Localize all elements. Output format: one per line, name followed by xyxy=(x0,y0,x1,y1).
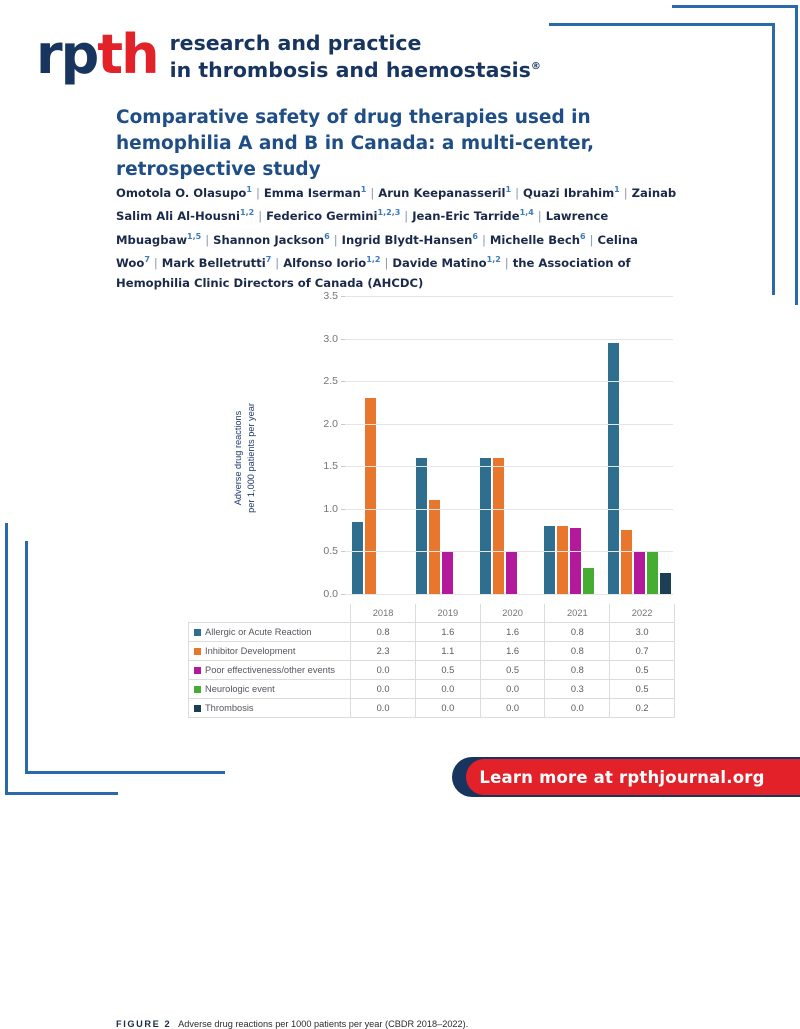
chart-y-tick-mark xyxy=(341,551,345,552)
registered-mark-icon: ® xyxy=(530,61,541,72)
logo-tagline-line1: research and practice xyxy=(169,31,422,55)
table-row xyxy=(189,680,675,699)
author-name: Shannon Jackson xyxy=(213,232,325,247)
chart-bar xyxy=(557,526,568,594)
chart-y-tick-mark xyxy=(341,509,345,510)
author-name: Alfonso Iorio xyxy=(283,255,367,270)
chart-bar xyxy=(416,458,427,594)
author-separator: | xyxy=(255,185,260,200)
corner-bracket-top-right-outer-horizontal xyxy=(672,5,798,8)
table-cell-value: 0.8 xyxy=(545,642,610,661)
chart-y-tick-label: 1.5 xyxy=(323,460,338,473)
author-affiliation-superscript: 7 xyxy=(265,255,272,265)
author-entry xyxy=(412,209,534,223)
table-cell-value: 1.1 xyxy=(415,642,480,661)
table-cell-value: 0.0 xyxy=(351,661,416,680)
author-affiliation-superscript: 1,2 xyxy=(486,255,501,265)
author-list xyxy=(116,180,696,294)
table-cell-value: 0.5 xyxy=(415,661,480,680)
author-separator: | xyxy=(205,232,210,247)
chart-y-tick-mark xyxy=(341,339,345,340)
table-row xyxy=(189,642,675,661)
chart-bar xyxy=(429,500,440,594)
author-entry xyxy=(266,209,400,223)
table-row xyxy=(189,661,675,680)
chart-bars-layer xyxy=(345,296,673,594)
chart-bar-group xyxy=(473,296,537,594)
author-separator: | xyxy=(258,209,263,224)
author-separator: | xyxy=(370,185,375,200)
learn-more-banner[interactable] xyxy=(452,757,800,797)
author-entry xyxy=(490,233,586,247)
logo-tagline-line2-text: in thrombosis and haemostasis xyxy=(169,57,531,82)
chart-y-tick-mark xyxy=(341,594,345,595)
legend-color-swatch xyxy=(194,629,201,636)
chart-y-tick-mark xyxy=(341,466,345,467)
author-name: Mark Belletrutti xyxy=(161,255,266,270)
legend-item-label: Inhibitor Development xyxy=(205,646,296,656)
banner-label: Learn more at rpthjournal.org xyxy=(479,767,765,787)
table-column-header: 2022 xyxy=(610,604,675,623)
table-column-header: 2021 xyxy=(545,604,610,623)
chart-bar-group xyxy=(409,296,473,594)
chart-y-tick-mark xyxy=(341,296,345,297)
author-affiliation-superscript: 1,2 xyxy=(366,255,381,265)
table-cell-value: 0.7 xyxy=(610,642,675,661)
table-header-row xyxy=(189,604,675,623)
author-separator: | xyxy=(275,255,280,270)
author-name: Zainab Salim Ali Al-Housni xyxy=(116,185,677,224)
table-cell-value: 0.0 xyxy=(545,699,610,718)
table-cell-value: 2.3 xyxy=(351,642,416,661)
chart-bar xyxy=(365,398,376,594)
author-name: Emma Iserman xyxy=(263,185,361,200)
chart-y-axis-title-line1: Adverse drug reactions xyxy=(233,410,243,506)
table-cell-value: 3.0 xyxy=(610,623,675,642)
logo-tagline-line2 xyxy=(170,55,541,82)
legend-item-label: Neurologic event xyxy=(205,684,275,694)
legend-item-label: Thrombosis xyxy=(205,703,254,713)
table-cell-value: 0.0 xyxy=(415,680,480,699)
chart-bar xyxy=(352,522,363,594)
chart-bar xyxy=(621,530,632,594)
author-entry xyxy=(213,233,330,247)
legend-color-swatch xyxy=(194,667,201,674)
chart-plot-wrapper xyxy=(300,288,675,608)
chart-y-tick-label: 2.0 xyxy=(323,417,338,430)
table-column-header: 2020 xyxy=(480,604,545,623)
author-affiliation-superscript: 1,4 xyxy=(519,208,534,218)
table-cell-value: 0.8 xyxy=(351,623,416,642)
chart-bar xyxy=(634,551,645,594)
table-row xyxy=(189,623,675,642)
page-title: Comparative safety of drug therapies used in hemophilia A and B in Canada: a multi-center, retrospective study xyxy=(116,107,595,180)
journal-logo xyxy=(36,23,541,86)
chart-bar-group xyxy=(345,296,409,594)
author-affiliation-superscript: 1 xyxy=(614,185,620,194)
author-separator: | xyxy=(481,232,486,247)
chart-bar xyxy=(480,458,491,594)
author-name: Jean-Eric Tarride xyxy=(412,209,520,224)
legend-color-swatch xyxy=(194,686,201,693)
logo-tagline xyxy=(170,32,541,82)
author-name: Omotola O. Olasupo xyxy=(116,185,247,200)
author-affiliation-superscript: 1,5 xyxy=(187,231,202,241)
chart-bar xyxy=(442,551,453,594)
author-name: Federico Germini xyxy=(266,209,378,224)
author-name: Michelle Bech xyxy=(489,232,581,247)
author-affiliation-superscript: 1 xyxy=(360,185,367,194)
table-cell-value: 0.0 xyxy=(480,680,545,699)
table-cell-value: 0.5 xyxy=(480,661,545,680)
chart-bar xyxy=(647,552,658,594)
chart-bar xyxy=(544,526,555,594)
table-cell-value: 0.5 xyxy=(610,661,675,680)
legend-color-swatch xyxy=(194,705,201,712)
table-cell-value: 0.8 xyxy=(545,661,610,680)
author-affiliation-superscript: 6 xyxy=(580,231,586,241)
chart-gridline xyxy=(345,339,673,340)
chart-y-tick-mark xyxy=(341,424,345,425)
author-entry xyxy=(162,256,272,270)
table-header-blank xyxy=(189,604,351,623)
logo-wordmark-rp: rp xyxy=(36,23,98,86)
table-cell-value: 0.5 xyxy=(610,680,675,699)
table-cell-value: 1.6 xyxy=(480,642,545,661)
chart-y-tick-label: 1.0 xyxy=(323,502,338,515)
legend-item xyxy=(189,680,351,699)
author-entry xyxy=(392,256,500,270)
author-separator: | xyxy=(589,232,594,247)
author-affiliation-superscript: 1,2 xyxy=(240,208,255,218)
chart-bar-group xyxy=(601,296,673,594)
author-name: Ingrid Blydt-Hansen xyxy=(341,232,473,247)
table-row xyxy=(189,699,675,718)
corner-bracket-top-right-inner-horizontal xyxy=(549,23,775,26)
author-separator: | xyxy=(333,232,338,247)
legend-item-label: Poor effectiveness/other events xyxy=(205,665,336,675)
legend-item xyxy=(189,642,351,661)
legend-color-swatch xyxy=(194,648,201,655)
author-separator: | xyxy=(153,255,158,270)
author-separator: | xyxy=(623,185,628,200)
chart-y-axis-title xyxy=(232,378,258,538)
chart-gridline xyxy=(345,551,673,552)
author-separator: | xyxy=(515,185,519,200)
table-body xyxy=(189,623,675,718)
chart-y-axis-title-line2: per 1,000 patients per year xyxy=(246,403,256,513)
chart-bar xyxy=(570,528,581,594)
author-entry xyxy=(116,186,252,200)
author-name: the Association of Hemophilia Clinic Directors of Canada (AHCDC) xyxy=(116,255,631,291)
legend-item xyxy=(189,699,351,718)
table-cell-value: 0.3 xyxy=(545,680,610,699)
table-cell-value: 0.0 xyxy=(415,699,480,718)
author-affiliation-superscript: 1,2,3 xyxy=(377,208,401,218)
chart-y-tick-mark xyxy=(341,381,345,382)
author-name: Arun Keepanasseril xyxy=(378,185,506,200)
author-name: Lawrence Mbuagbaw xyxy=(116,209,609,247)
figure-label: FIGURE 2 xyxy=(116,1019,172,1029)
logo-wordmark-th: th xyxy=(97,23,158,86)
legend-item xyxy=(189,623,351,642)
author-separator: | xyxy=(384,255,389,270)
table-cell-value: 1.6 xyxy=(415,623,480,642)
corner-bracket-top-right-inner-vertical xyxy=(772,23,775,295)
author-name: Quazi Ibrahim xyxy=(523,185,615,200)
author-name: Davide Matino xyxy=(392,255,487,270)
legend-item-label: Allergic or Acute Reaction xyxy=(205,627,312,637)
chart-bar xyxy=(506,551,517,594)
chart-y-tick-label: 3.5 xyxy=(323,290,338,302)
chart-bar xyxy=(660,573,671,594)
author-name: Celina Woo xyxy=(116,232,638,270)
author-entry xyxy=(342,233,478,247)
author-entry xyxy=(264,186,366,200)
table-cell-value: 0.2 xyxy=(610,699,675,718)
author-entry xyxy=(283,256,380,270)
chart-gridline xyxy=(345,381,673,382)
table-cell-value: 0.8 xyxy=(545,623,610,642)
table-cell-value: 0.0 xyxy=(351,699,416,718)
figure-caption xyxy=(116,1019,468,1029)
chart-gridline xyxy=(345,424,673,425)
chart-bar xyxy=(493,458,504,594)
chart-plot-area xyxy=(323,290,673,600)
author-separator: | xyxy=(537,209,542,224)
author-entry xyxy=(523,186,620,200)
author-separator: | xyxy=(404,209,409,224)
corner-bracket-bottom-left-inner-horizontal xyxy=(25,771,225,774)
table-cell-value: 0.0 xyxy=(480,699,545,718)
author-affiliation-superscript: 6 xyxy=(324,231,330,241)
chart-bar xyxy=(583,568,594,594)
author-separator: | xyxy=(504,255,509,270)
logo-wordmark xyxy=(36,23,158,86)
table-head xyxy=(189,604,675,623)
chart-y-tick-label: 0.5 xyxy=(323,545,338,558)
figure-caption-text: Adverse drug reactions per 1000 patients per year (CBDR 2018–2022). xyxy=(178,1019,469,1029)
table-cell-value: 0.0 xyxy=(351,680,416,699)
legend-item xyxy=(189,661,351,680)
author-affiliation-superscript: 7 xyxy=(144,255,150,265)
table-cell-value: 1.6 xyxy=(480,623,545,642)
author-entry xyxy=(378,186,511,200)
chart-bar-group xyxy=(537,296,601,594)
author-affiliation-superscript: 1 xyxy=(505,185,512,194)
chart-gridline xyxy=(345,466,673,467)
chart-gridline xyxy=(345,594,673,595)
corner-bracket-top-right-outer-vertical xyxy=(795,5,798,305)
corner-bracket-bottom-left-outer-horizontal xyxy=(5,792,118,795)
table-column-header: 2019 xyxy=(415,604,480,623)
author-affiliation-superscript: 6 xyxy=(472,231,478,241)
table-column-header: 2018 xyxy=(351,604,416,623)
chart-gridline xyxy=(345,509,673,510)
chart-y-tick-label: 0.0 xyxy=(323,588,338,600)
chart-gridline xyxy=(345,296,673,297)
banner-pill[interactable] xyxy=(466,759,800,795)
chart-y-tick-label: 3.0 xyxy=(323,332,338,345)
chart-data-table xyxy=(188,604,675,718)
author-affiliation-superscript: 1 xyxy=(246,185,252,194)
chart-y-tick-label: 2.5 xyxy=(323,375,338,388)
